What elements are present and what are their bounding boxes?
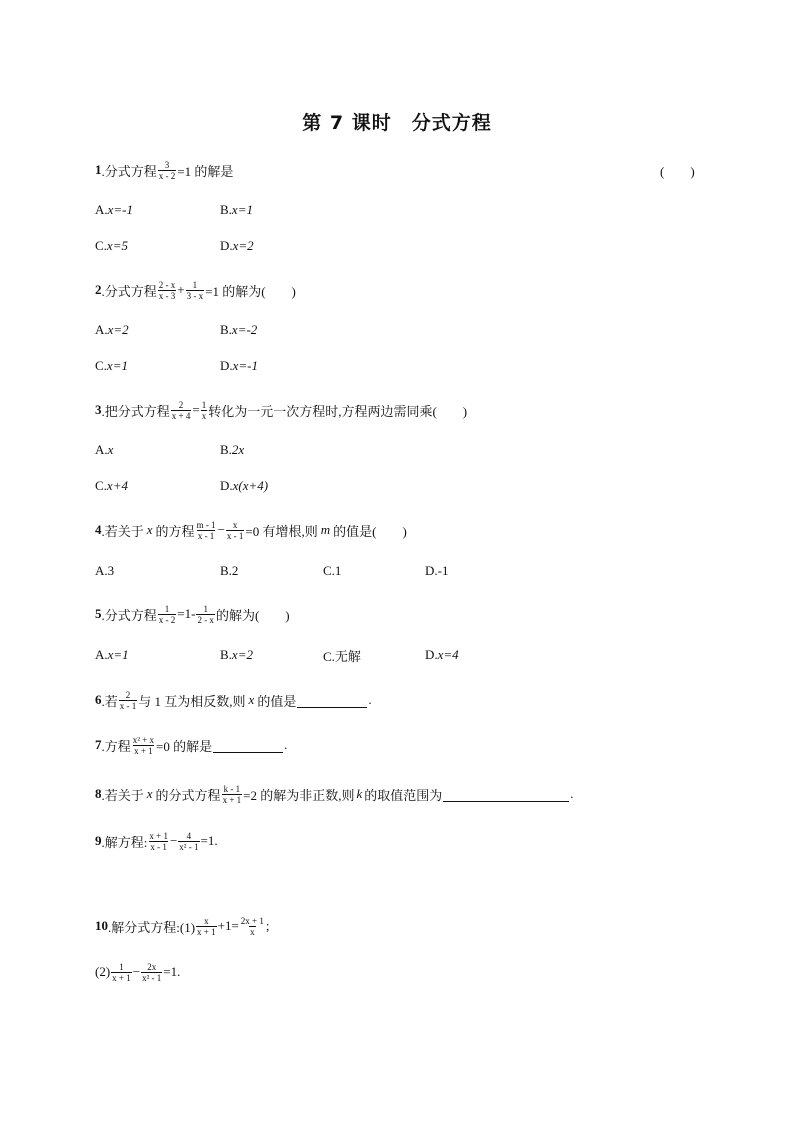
question-text: .若 xyxy=(101,693,118,709)
question-9 xyxy=(95,829,218,853)
question-text: =0 有增根,则 xyxy=(245,523,318,539)
option-letter: A. xyxy=(95,322,108,337)
option-letter: D. xyxy=(220,238,233,253)
option-letter: C. xyxy=(95,358,107,373)
question-text: 转化为一元一次方程时,方程两边需同乘( ) xyxy=(208,403,468,419)
fraction xyxy=(226,520,245,541)
question-number: 9 xyxy=(95,833,102,848)
fraction-numerator: 1 xyxy=(192,279,198,290)
question-text: =1 的解为( ) xyxy=(205,283,296,299)
fraction-denominator: x + 1 xyxy=(112,972,131,983)
question-text: .分式方程 xyxy=(101,163,157,179)
operator: − xyxy=(169,833,178,848)
option-value: x=-2 xyxy=(231,322,258,337)
fraction-denominator: x + 1 xyxy=(134,745,153,756)
fraction xyxy=(111,962,132,983)
question-text: 的取值范围为 xyxy=(364,787,443,803)
fraction-numerator: k - 1 xyxy=(223,783,241,794)
question-10-part-2 xyxy=(95,960,180,984)
fraction xyxy=(201,400,208,421)
option-value: x=1 xyxy=(106,358,128,373)
fraction-denominator: x - 2 xyxy=(158,170,176,181)
fraction-numerator: x + 1 xyxy=(149,830,168,841)
fraction xyxy=(158,160,177,181)
fraction-numerator: 2x + 1 xyxy=(240,915,264,926)
option-letter: A. xyxy=(95,442,108,457)
fraction xyxy=(178,831,199,852)
answer-blank[interactable] xyxy=(297,693,367,708)
fraction-denominator: x² - 1 xyxy=(179,841,199,852)
option-b[interactable] xyxy=(220,440,244,460)
question-text: .若关于 xyxy=(101,787,144,803)
fraction xyxy=(141,962,162,983)
question-number: 5 xyxy=(95,606,102,621)
question-number: 2 xyxy=(95,282,102,297)
question-text: +1= xyxy=(217,918,239,933)
option-d[interactable] xyxy=(220,356,258,376)
answer-blank[interactable] xyxy=(443,787,569,802)
fraction-denominator: x - 1 xyxy=(119,700,137,711)
option-value: x=-1 xyxy=(232,358,259,373)
fraction-numerator: 1 xyxy=(203,603,208,614)
question-text: =1- xyxy=(177,606,196,621)
option-a[interactable]: A.3 xyxy=(95,563,115,578)
question-text: 的解为( ) xyxy=(215,607,290,623)
variable: m xyxy=(320,522,331,537)
option-value: x=1 xyxy=(107,647,129,662)
fraction-numerator: 2 - x xyxy=(158,279,176,290)
question-7 xyxy=(95,733,287,757)
variable: k xyxy=(356,786,363,801)
option-letter: D. xyxy=(220,358,233,373)
question-text: 的值是 xyxy=(257,693,297,709)
question-text: 的分式方程 xyxy=(155,787,221,803)
question-text: 的方程 xyxy=(155,523,195,539)
fraction-denominator: x + 1 xyxy=(222,794,242,805)
option-letter: B. xyxy=(220,647,232,662)
fraction-numerator: 1 xyxy=(201,399,207,410)
question-text: ; xyxy=(265,918,270,933)
fraction xyxy=(222,784,243,805)
question-text: .分式方程 xyxy=(101,283,157,299)
question-text: .解方程: xyxy=(101,834,148,850)
fraction-denominator: x - 2 xyxy=(158,614,176,625)
fraction-numerator: m - 1 xyxy=(196,519,216,530)
fraction-numerator: 2 xyxy=(125,689,131,700)
question-text: =2 的解为非正数,则 xyxy=(243,787,355,803)
option-value: x(x+4) xyxy=(232,478,269,493)
option-value: x=1 xyxy=(231,202,253,217)
question-4 xyxy=(95,518,407,542)
option-value: x=2 xyxy=(232,238,254,253)
question-text: (2) xyxy=(95,964,111,979)
punctuation: . xyxy=(368,692,372,707)
fraction-denominator: x + 4 xyxy=(171,410,191,421)
option-value: x=2 xyxy=(231,647,253,662)
fraction-denominator: x² - 1 xyxy=(142,972,162,983)
option-value: x=4 xyxy=(437,647,459,662)
question-text: .方程 xyxy=(101,738,131,754)
fraction-denominator: x - 3 xyxy=(158,290,176,301)
option-a[interactable] xyxy=(95,440,113,460)
option-c[interactable]: C.无解 xyxy=(323,648,361,664)
fraction xyxy=(148,831,169,852)
question-text: 的值是( ) xyxy=(333,523,407,539)
fraction-numerator: 1 xyxy=(164,603,170,614)
fraction-numerator: 2 xyxy=(178,399,184,410)
fraction xyxy=(240,916,265,937)
fraction-denominator: x - 1 xyxy=(226,530,244,541)
question-number: 6 xyxy=(95,692,102,707)
question-text: =0 的解是 xyxy=(156,738,213,754)
question-text: .把分式方程 xyxy=(101,403,170,419)
fraction-numerator: 2x xyxy=(147,961,157,972)
option-letter: C. xyxy=(95,478,107,493)
question-6 xyxy=(95,688,372,712)
fraction xyxy=(196,604,215,625)
operator: + xyxy=(177,282,185,297)
answer-paren: ( ) xyxy=(660,163,695,179)
fraction xyxy=(132,735,155,756)
question-10 xyxy=(95,914,269,938)
option-d[interactable] xyxy=(425,645,459,665)
option-d[interactable]: D.-1 xyxy=(425,563,449,578)
punctuation: . xyxy=(570,786,574,801)
page-title: 第 7 课时 分式方程 xyxy=(302,112,492,134)
question-number: 8 xyxy=(95,786,102,801)
option-b[interactable] xyxy=(220,200,253,220)
fraction-numerator: x xyxy=(232,519,238,530)
option-value: x=5 xyxy=(106,238,128,253)
question-8 xyxy=(95,782,574,806)
question-text: .分式方程 xyxy=(101,607,157,623)
fraction-denominator: 3 - x xyxy=(186,290,204,301)
option-letter: C. xyxy=(95,238,107,253)
question-text: 与 1 互为相反数,则 xyxy=(138,693,246,709)
fraction xyxy=(119,690,138,711)
option-letter: D. xyxy=(220,478,233,493)
option-b[interactable] xyxy=(220,645,253,665)
option-b[interactable]: B.2 xyxy=(220,563,239,578)
operator: − xyxy=(217,522,225,537)
question-text: =1. xyxy=(200,833,218,848)
option-value: 2x xyxy=(231,442,245,457)
question-number: 7 xyxy=(95,737,102,752)
fraction xyxy=(186,280,205,301)
fraction xyxy=(171,400,192,421)
option-b[interactable] xyxy=(220,320,257,340)
option-value: x xyxy=(107,442,114,457)
option-c[interactable] xyxy=(95,476,128,496)
option-c[interactable] xyxy=(95,236,128,256)
fraction-denominator: x xyxy=(201,410,207,421)
fraction-numerator: x xyxy=(204,915,209,926)
fraction-denominator: x - 1 xyxy=(197,530,215,541)
fraction xyxy=(158,280,177,301)
option-c[interactable]: C.1 xyxy=(323,563,342,578)
option-value: x=-1 xyxy=(107,202,134,217)
fraction-numerator: 1 xyxy=(119,961,124,972)
fraction-numerator: 4 xyxy=(186,830,192,841)
fraction-denominator: x + 1 xyxy=(197,926,216,937)
option-value: x=2 xyxy=(107,322,129,337)
question-2 xyxy=(95,278,296,302)
option-value: x+4 xyxy=(106,478,128,493)
question-number: 1 xyxy=(95,162,102,177)
option-letter: D. xyxy=(425,647,438,662)
fraction-numerator: 3 xyxy=(164,159,170,170)
fraction xyxy=(196,520,217,541)
fraction-denominator: 2 - x xyxy=(197,614,214,625)
operator: − xyxy=(132,964,141,979)
answer-blank[interactable] xyxy=(213,738,283,753)
option-a[interactable] xyxy=(95,200,133,220)
question-5 xyxy=(95,602,290,626)
question-text: .若关于 xyxy=(101,523,144,539)
question-number: 10 xyxy=(95,918,108,933)
option-d[interactable] xyxy=(220,476,268,496)
option-a[interactable] xyxy=(95,645,129,665)
option-letter: A. xyxy=(95,647,108,662)
question-text: =1 的解是 xyxy=(177,163,234,179)
option-d[interactable] xyxy=(220,236,254,256)
option-letter: A. xyxy=(95,202,108,217)
option-letter: B. xyxy=(220,322,232,337)
variable: x xyxy=(146,522,153,537)
fraction-denominator: x xyxy=(250,926,255,937)
operator: = xyxy=(192,402,200,417)
question-text: =1. xyxy=(163,964,181,979)
question-text: .解分式方程:(1) xyxy=(108,919,196,935)
option-c[interactable] xyxy=(95,356,128,376)
question-1 xyxy=(95,158,233,182)
option-a[interactable] xyxy=(95,320,129,340)
variable: x xyxy=(248,692,255,707)
fraction-denominator: x - 1 xyxy=(150,841,167,852)
option-letter: B. xyxy=(220,442,232,457)
fraction-numerator: x² + x xyxy=(132,734,155,745)
question-number: 4 xyxy=(95,522,102,537)
question-3 xyxy=(95,398,467,422)
punctuation: . xyxy=(284,737,288,752)
question-number: 3 xyxy=(95,402,102,417)
fraction xyxy=(158,604,177,625)
option-letter: B. xyxy=(220,202,232,217)
variable: x xyxy=(146,786,153,801)
fraction xyxy=(196,916,217,937)
